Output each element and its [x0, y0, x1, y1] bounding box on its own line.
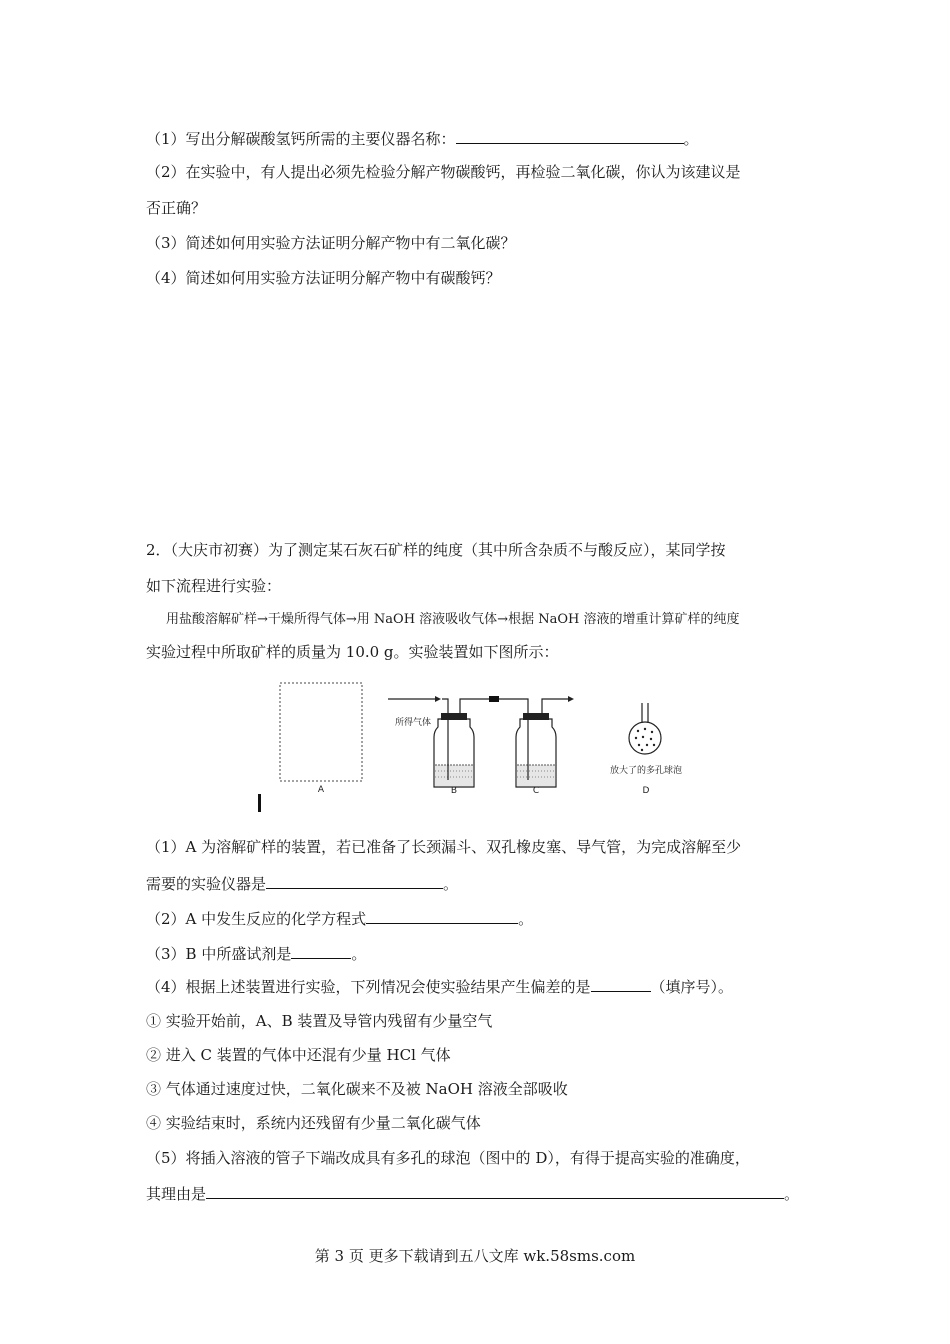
answer-blank[interactable] — [206, 1183, 784, 1199]
q2-s5-line2: 其理由是 。 — [146, 1185, 800, 1203]
q2-s3: （3）B 中所盛试剂是 。 — [146, 945, 367, 963]
q2-option-2: ② 进入 C 装置的气体中还混有少量 HCl 气体 — [146, 1046, 451, 1064]
answer-blank[interactable] — [291, 943, 351, 959]
q2-s4: （4）根据上述装置进行实验，下列情况会使实验结果产生偏差的是 （填序号）。 — [146, 978, 734, 996]
q1-part2-line1: （2）在实验中，有人提出必须先检验分解产物碳酸钙，再检验二氧化碳，你认为该建议是 — [146, 163, 741, 181]
apparatus-a-box — [280, 683, 362, 781]
gas-label: 所得气体 — [395, 718, 432, 728]
page-footer: 第 3 页 更多下载请到五八文库 wk.58sms.com — [314, 1247, 636, 1265]
text-cursor — [258, 794, 261, 812]
q2-intro-line2: 如下流程进行实验： — [146, 577, 282, 595]
q2-option-3: ③ 气体通过速度过快，二氧化碳来不及被 NaOH 溶液全部吸收 — [146, 1080, 568, 1098]
porous-bulb-d — [629, 703, 661, 754]
apparatus-diagram — [270, 675, 690, 820]
bottle-c — [499, 696, 574, 787]
label-c: C — [532, 786, 540, 796]
q2-mass-text: 实验过程中所取矿样的质量为 10.0 g。实验装置如下图所示： — [146, 643, 559, 661]
q2-option-4: ④ 实验结束时，系统内还残留有少量二氧化碳气体 — [146, 1114, 481, 1132]
answer-blank[interactable] — [266, 873, 443, 889]
q2-s1-line2: 需要的实验仪器是 。 — [146, 875, 459, 893]
q1-part4: （4）简述如何用实验方法证明分解产物中有碳酸钙？ — [146, 269, 501, 287]
q1-part2-line2: 否正确？ — [146, 199, 207, 217]
q1-part3: （3）简述如何用实验方法证明分解产物中有二氧化碳？ — [146, 234, 516, 252]
label-a: A — [317, 785, 325, 795]
q2-s2: （2）A 中发生反应的化学方程式 。 — [146, 910, 534, 928]
q2-s1-line1: （1）A 为溶解矿样的装置，若已准备了长颈漏斗、双孔橡皮塞、导气管，为完成溶解至少 — [146, 838, 742, 856]
q2-option-1: ① 实验开始前，A、B 装置及导管内残留有少量空气 — [146, 1012, 493, 1030]
q2-flow: 用盐酸溶解矿样→干燥所得气体→用 NaOH 溶液吸收气体→根据 NaOH 溶液的增重计算矿样的纯度 — [166, 612, 740, 627]
bottle-b — [434, 699, 490, 787]
q2-intro-line1: 2．（大庆市初赛）为了测定某石灰石矿样的纯度（其中所含杂质不与酸反应），某同学按 — [146, 541, 726, 559]
answer-blank[interactable] — [366, 908, 518, 924]
bubble-label: 放大了的多孔球泡 — [609, 766, 683, 776]
label-d: D — [642, 786, 650, 796]
answer-blank[interactable] — [456, 128, 684, 144]
label-b: B — [450, 786, 458, 796]
q1-part1: （1）写出分解碳酸氢钙所需的主要仪器名称： 。 — [146, 130, 699, 148]
answer-blank[interactable] — [591, 976, 651, 992]
q2-s5-line1: （5）将插入溶液的管子下端改成具有多孔的球泡（图中的 D），有得于提高实验的准确度， — [146, 1149, 750, 1167]
